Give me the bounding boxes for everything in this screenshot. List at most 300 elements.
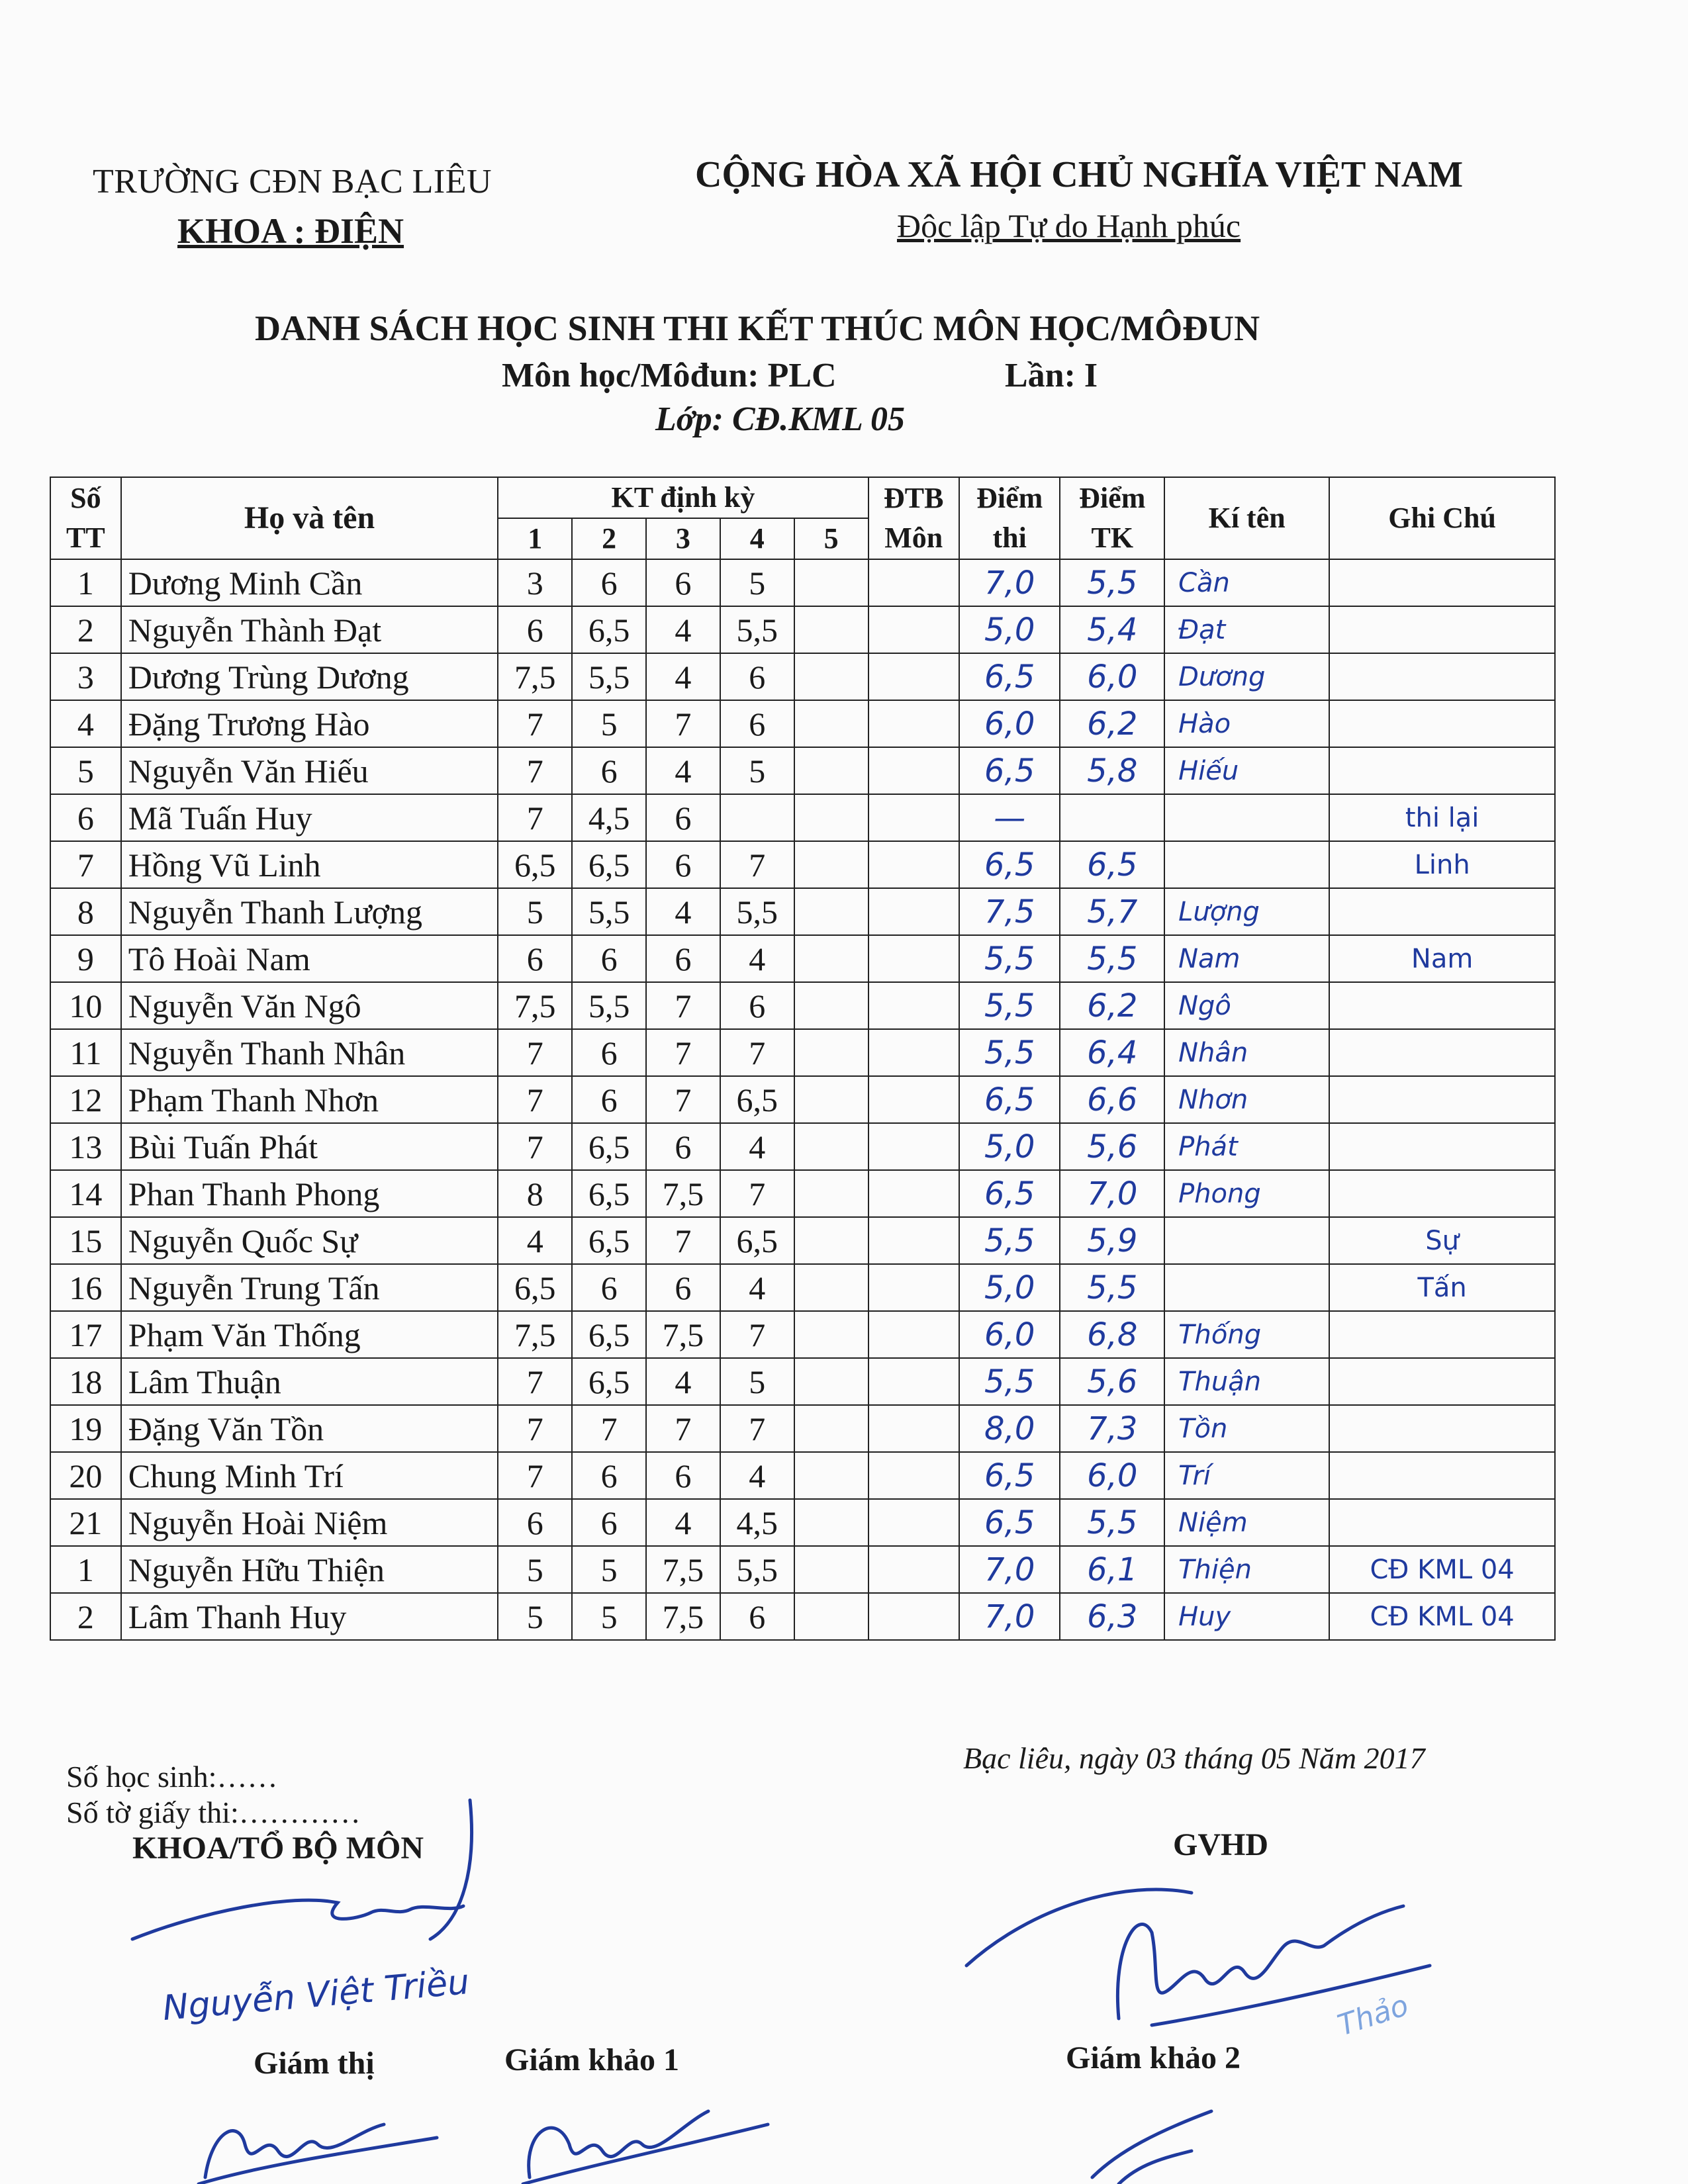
row-exam-score: 7,0: [959, 1546, 1060, 1593]
row-final-score: 5,5: [1060, 1499, 1164, 1546]
row-kt1: 7: [498, 700, 572, 747]
attempt-line: Lần: I: [1005, 357, 1098, 394]
row-kt2: 6,5: [572, 1311, 646, 1358]
row-signature: Trí: [1164, 1452, 1329, 1499]
table-row: [50, 888, 1555, 935]
table-row: [50, 841, 1555, 888]
table-row: [50, 1264, 1555, 1311]
row-note: [1329, 1170, 1555, 1217]
row-kt5: [794, 1123, 868, 1170]
school-name: TRƯỜNG CĐN BẠC LIÊU: [93, 163, 492, 201]
row-exam-score: 6,5: [959, 1076, 1060, 1123]
row-signature: Dương: [1164, 653, 1329, 700]
table-row: [50, 1029, 1555, 1076]
row-note: [1329, 606, 1555, 653]
row-kt1: 7: [498, 794, 572, 841]
row-kt5: [794, 1217, 868, 1264]
row-kt1: 7: [498, 1123, 572, 1170]
row-kt1: 3: [498, 559, 572, 606]
row-kt2: 6: [572, 559, 646, 606]
table-row: [50, 1405, 1555, 1452]
faculty-name: KHOA : ĐIỆN: [177, 211, 404, 251]
header-kt-3: 3: [646, 518, 720, 559]
row-kt2: 6: [572, 1499, 646, 1546]
proctor-label: Giám thị: [254, 2046, 375, 2081]
row-kt5: [794, 653, 868, 700]
row-signature: Thống: [1164, 1311, 1329, 1358]
row-final-score: 5,7: [1060, 888, 1164, 935]
header-sign: Kí tên: [1164, 477, 1329, 559]
class-line: Lớp: CĐ.KML 05: [655, 400, 905, 438]
row-dtb: [868, 559, 959, 606]
row-kt3: 6: [646, 1264, 720, 1311]
row-kt3: 4: [646, 653, 720, 700]
row-signature: Hào: [1164, 700, 1329, 747]
row-signature: Phát: [1164, 1123, 1329, 1170]
grades-table: [50, 477, 1556, 1641]
header-kt-2: 2: [572, 518, 646, 559]
row-kt3: 7: [646, 982, 720, 1029]
row-note: [1329, 747, 1555, 794]
row-exam-score: 6,5: [959, 653, 1060, 700]
row-kt3: 7: [646, 700, 720, 747]
row-kt1: 7: [498, 1076, 572, 1123]
row-name: Đặng Trương Hào: [121, 700, 498, 747]
table-row: [50, 1170, 1555, 1217]
row-kt3: 6: [646, 1452, 720, 1499]
row-kt1: 6: [498, 1499, 572, 1546]
row-kt4: 5,5: [720, 888, 794, 935]
row-kt1: 6: [498, 606, 572, 653]
row-kt5: [794, 935, 868, 982]
row-note: [1329, 1029, 1555, 1076]
row-dtb: [868, 1076, 959, 1123]
row-kt1: 7,5: [498, 1311, 572, 1358]
row-kt5: [794, 559, 868, 606]
header-name: Họ và tên: [121, 477, 498, 559]
header-kt-5: 5: [794, 518, 868, 559]
row-stt: 3: [50, 653, 121, 700]
row-signature: [1164, 1217, 1329, 1264]
row-note: [1329, 888, 1555, 935]
row-stt: 16: [50, 1264, 121, 1311]
row-exam-score: 5,0: [959, 1264, 1060, 1311]
row-exam-score: 6,5: [959, 747, 1060, 794]
row-note: [1329, 1452, 1555, 1499]
row-kt1: 6: [498, 935, 572, 982]
row-kt1: 5: [498, 888, 572, 935]
examiner1-signature-icon: [503, 2085, 781, 2184]
row-dtb: [868, 1405, 959, 1452]
row-kt3: 7,5: [646, 1311, 720, 1358]
row-final-score: 5,8: [1060, 747, 1164, 794]
row-kt5: [794, 700, 868, 747]
row-dtb: [868, 888, 959, 935]
row-final-score: 7,3: [1060, 1405, 1164, 1452]
row-final-score: 6,0: [1060, 653, 1164, 700]
row-kt2: 5,5: [572, 982, 646, 1029]
row-signature: Đạt: [1164, 606, 1329, 653]
table-row: [50, 700, 1555, 747]
row-dtb: [868, 841, 959, 888]
row-name: Tô Hoài Nam: [121, 935, 498, 982]
row-signature: Niệm: [1164, 1499, 1329, 1546]
row-kt2: 6: [572, 1076, 646, 1123]
examiner1-label: Giám khảo 1: [504, 2042, 680, 2077]
row-exam-score: 6,5: [959, 1499, 1060, 1546]
row-exam-score: 7,0: [959, 1593, 1060, 1640]
row-kt1: 7: [498, 1405, 572, 1452]
row-exam-score: 6,0: [959, 700, 1060, 747]
table-row: [50, 559, 1555, 606]
header-note: Ghi Chú: [1329, 477, 1555, 559]
row-stt: 5: [50, 747, 121, 794]
row-name: Dương Minh Cần: [121, 559, 498, 606]
row-kt4: 7: [720, 1170, 794, 1217]
row-kt4: 5: [720, 1358, 794, 1405]
row-name: Phạm Thanh Nhơn: [121, 1076, 498, 1123]
advisor-signature-icon: [953, 1866, 1456, 2038]
row-final-score: 6,0: [1060, 1452, 1164, 1499]
row-kt4: 6: [720, 700, 794, 747]
row-stt: 20: [50, 1452, 121, 1499]
header-dtb: ĐTB Môn: [868, 477, 959, 559]
row-kt5: [794, 794, 868, 841]
table-row: [50, 982, 1555, 1029]
row-kt4: 4: [720, 1452, 794, 1499]
row-kt2: 4,5: [572, 794, 646, 841]
row-kt2: 6: [572, 1264, 646, 1311]
row-kt2: 6: [572, 1029, 646, 1076]
row-kt4: 5: [720, 747, 794, 794]
row-exam-score: 7,5: [959, 888, 1060, 935]
row-name: Lâm Thuận: [121, 1358, 498, 1405]
row-stt: 10: [50, 982, 121, 1029]
row-note: [1329, 700, 1555, 747]
row-signature: Thiện: [1164, 1546, 1329, 1593]
row-stt: 9: [50, 935, 121, 982]
row-name: Nguyễn Hoài Niệm: [121, 1499, 498, 1546]
row-kt2: 6: [572, 935, 646, 982]
row-kt5: [794, 1546, 868, 1593]
row-kt4: 7: [720, 841, 794, 888]
row-kt1: 7,5: [498, 653, 572, 700]
row-name: Nguyễn Thanh Lượng: [121, 888, 498, 935]
row-exam-score: 5,5: [959, 982, 1060, 1029]
row-kt3: 4: [646, 1499, 720, 1546]
row-stt: 1: [50, 1546, 121, 1593]
row-exam-score: 5,5: [959, 1358, 1060, 1405]
row-signature: Cần: [1164, 559, 1329, 606]
row-stt: 12: [50, 1076, 121, 1123]
row-name: Mã Tuấn Huy: [121, 794, 498, 841]
row-dtb: [868, 606, 959, 653]
row-kt4: 6: [720, 982, 794, 1029]
row-final-score: 6,6: [1060, 1076, 1164, 1123]
row-note: Linh: [1329, 841, 1555, 888]
advisor-label: GVHD: [1173, 1827, 1268, 1862]
row-dtb: [868, 1499, 959, 1546]
header-final: Điểm TK: [1060, 477, 1164, 559]
table-row: [50, 653, 1555, 700]
row-stt: 15: [50, 1217, 121, 1264]
row-stt: 2: [50, 1593, 121, 1640]
row-kt2: 6,5: [572, 606, 646, 653]
row-name: Hồng Vũ Linh: [121, 841, 498, 888]
row-note: CĐ KML 04: [1329, 1593, 1555, 1640]
row-final-score: 5,5: [1060, 1264, 1164, 1311]
row-dtb: [868, 1593, 959, 1640]
row-kt5: [794, 606, 868, 653]
table-row: [50, 747, 1555, 794]
table-row: [50, 935, 1555, 982]
table-row: [50, 1123, 1555, 1170]
row-kt1: 7: [498, 747, 572, 794]
row-kt3: 7: [646, 1076, 720, 1123]
row-kt3: 6: [646, 794, 720, 841]
row-stt: 18: [50, 1358, 121, 1405]
row-signature: Huy: [1164, 1593, 1329, 1640]
row-kt2: 6,5: [572, 1358, 646, 1405]
row-kt2: 5,5: [572, 888, 646, 935]
row-note: CĐ KML 04: [1329, 1546, 1555, 1593]
row-kt2: 5: [572, 700, 646, 747]
row-signature: [1164, 841, 1329, 888]
row-kt4: 4: [720, 1123, 794, 1170]
row-kt5: [794, 747, 868, 794]
row-dtb: [868, 935, 959, 982]
row-kt1: 5: [498, 1593, 572, 1640]
row-kt2: 6,5: [572, 841, 646, 888]
row-stt: 4: [50, 700, 121, 747]
row-kt4: 5: [720, 559, 794, 606]
row-kt5: [794, 1405, 868, 1452]
row-kt5: [794, 1311, 868, 1358]
header-kt-4: 4: [720, 518, 794, 559]
row-name: Nguyễn Hữu Thiện: [121, 1546, 498, 1593]
row-stt: 17: [50, 1311, 121, 1358]
table-row: [50, 1311, 1555, 1358]
row-kt1: 6,5: [498, 1264, 572, 1311]
row-kt1: 8: [498, 1170, 572, 1217]
header-kt: KT định kỳ: [498, 477, 868, 518]
row-name: Phan Thanh Phong: [121, 1170, 498, 1217]
department-label: KHOA/TỔ BỘ MÔN: [132, 1831, 424, 1866]
row-stt: 7: [50, 841, 121, 888]
row-note: Tấn: [1329, 1264, 1555, 1311]
examiner2-handwritten-name: Thảo: [1333, 1988, 1413, 2043]
row-exam-score: 7,0: [959, 559, 1060, 606]
row-note: [1329, 1358, 1555, 1405]
row-exam-score: 6,5: [959, 1170, 1060, 1217]
row-kt2: 6: [572, 1452, 646, 1499]
row-dtb: [868, 1546, 959, 1593]
row-kt2: 6,5: [572, 1123, 646, 1170]
row-kt4: 6,5: [720, 1217, 794, 1264]
row-kt2: 6: [572, 747, 646, 794]
row-kt5: [794, 1170, 868, 1217]
row-kt5: [794, 1029, 868, 1076]
row-note: Sự: [1329, 1217, 1555, 1264]
sheet-count: Số tờ giấy thi:…………: [66, 1796, 361, 1829]
row-final-score: 6,8: [1060, 1311, 1164, 1358]
row-kt3: 6: [646, 559, 720, 606]
row-exam-score: 5,0: [959, 606, 1060, 653]
row-kt3: 7: [646, 1029, 720, 1076]
row-kt3: 4: [646, 888, 720, 935]
row-dtb: [868, 1452, 959, 1499]
row-kt4: 7: [720, 1311, 794, 1358]
row-stt: 13: [50, 1123, 121, 1170]
row-kt5: [794, 1264, 868, 1311]
row-kt5: [794, 1076, 868, 1123]
row-signature: Lượng: [1164, 888, 1329, 935]
row-signature: Ngô: [1164, 982, 1329, 1029]
header-kt-1: 1: [498, 518, 572, 559]
table-row: [50, 1076, 1555, 1123]
row-name: Phạm Văn Thống: [121, 1311, 498, 1358]
row-name: Bùi Tuấn Phát: [121, 1123, 498, 1170]
row-kt3: 6: [646, 935, 720, 982]
table-row: [50, 1546, 1555, 1593]
table-row: [50, 1593, 1555, 1640]
row-exam-score: 5,0: [959, 1123, 1060, 1170]
header-exam: Điểm thi: [959, 477, 1060, 559]
row-final-score: 7,0: [1060, 1170, 1164, 1217]
row-kt5: [794, 1452, 868, 1499]
table-row: [50, 1358, 1555, 1405]
row-kt2: 7: [572, 1405, 646, 1452]
row-kt4: 6,5: [720, 1076, 794, 1123]
row-kt3: 4: [646, 747, 720, 794]
row-dtb: [868, 1029, 959, 1076]
row-dtb: [868, 1264, 959, 1311]
row-note: [1329, 653, 1555, 700]
row-name: Nguyễn Thanh Nhân: [121, 1029, 498, 1076]
row-exam-score: 5,5: [959, 935, 1060, 982]
row-kt3: 7: [646, 1217, 720, 1264]
row-exam-score: 5,5: [959, 1029, 1060, 1076]
row-final-score: 5,6: [1060, 1123, 1164, 1170]
row-kt2: 5,5: [572, 653, 646, 700]
row-signature: Phong: [1164, 1170, 1329, 1217]
row-name: Dương Trùng Dương: [121, 653, 498, 700]
row-dtb: [868, 794, 959, 841]
row-final-score: 6,3: [1060, 1593, 1164, 1640]
row-note: [1329, 559, 1555, 606]
row-final-score: 6,4: [1060, 1029, 1164, 1076]
row-kt5: [794, 982, 868, 1029]
row-stt: 6: [50, 794, 121, 841]
row-kt3: 4: [646, 606, 720, 653]
row-dtb: [868, 982, 959, 1029]
row-kt5: [794, 888, 868, 935]
row-final-score: 5,4: [1060, 606, 1164, 653]
row-signature: Hiếu: [1164, 747, 1329, 794]
row-exam-score: 8,0: [959, 1405, 1060, 1452]
signing-date: Bạc liêu, ngày 03 tháng 05 Năm 2017: [963, 1741, 1425, 1775]
row-kt4: 6: [720, 1593, 794, 1640]
row-final-score: 5,6: [1060, 1358, 1164, 1405]
row-note: [1329, 1123, 1555, 1170]
row-kt3: 6: [646, 1123, 720, 1170]
row-kt4: 6: [720, 653, 794, 700]
row-kt4: 5,5: [720, 606, 794, 653]
row-kt1: 5: [498, 1546, 572, 1593]
row-final-score: 6,2: [1060, 700, 1164, 747]
row-dtb: [868, 1358, 959, 1405]
row-signature: [1164, 1264, 1329, 1311]
row-stt: 1: [50, 559, 121, 606]
row-exam-score: 5,5: [959, 1217, 1060, 1264]
row-kt4: [720, 794, 794, 841]
row-kt3: 7,5: [646, 1593, 720, 1640]
table-row: [50, 794, 1555, 841]
row-kt2: 6,5: [572, 1170, 646, 1217]
row-final-score: 6,1: [1060, 1546, 1164, 1593]
row-signature: Tồn: [1164, 1405, 1329, 1452]
row-name: Nguyễn Văn Hiếu: [121, 747, 498, 794]
row-note: Nam: [1329, 935, 1555, 982]
row-kt1: 7: [498, 1452, 572, 1499]
table-row: [50, 606, 1555, 653]
row-kt3: 7: [646, 1405, 720, 1452]
row-name: Nguyễn Quốc Sự: [121, 1217, 498, 1264]
row-kt1: 6,5: [498, 841, 572, 888]
table-row: [50, 1452, 1555, 1499]
row-dtb: [868, 700, 959, 747]
row-kt4: 4,5: [720, 1499, 794, 1546]
row-kt1: 7: [498, 1358, 572, 1405]
row-signature: Nam: [1164, 935, 1329, 982]
row-kt5: [794, 841, 868, 888]
row-dtb: [868, 1170, 959, 1217]
examiner2-signature-icon: [1079, 2091, 1244, 2184]
row-stt: 14: [50, 1170, 121, 1217]
proctor-handwritten-name: Nguyễn Việt Triều: [161, 1962, 471, 2029]
row-kt5: [794, 1593, 868, 1640]
grade-rows: [50, 559, 1555, 1640]
row-note: [1329, 982, 1555, 1029]
row-stt: 2: [50, 606, 121, 653]
row-final-score: 5,5: [1060, 559, 1164, 606]
row-signature: Nhân: [1164, 1029, 1329, 1076]
row-kt4: 7: [720, 1405, 794, 1452]
row-name: Chung Minh Trí: [121, 1452, 498, 1499]
row-kt4: 5,5: [720, 1546, 794, 1593]
row-exam-score: —: [959, 794, 1060, 841]
proctor-signature-icon: [185, 2091, 450, 2184]
row-stt: 21: [50, 1499, 121, 1546]
row-kt2: 5: [572, 1593, 646, 1640]
row-kt4: 4: [720, 935, 794, 982]
header-stt: Số TT: [50, 477, 121, 559]
row-name: Lâm Thanh Huy: [121, 1593, 498, 1640]
row-note: [1329, 1405, 1555, 1452]
row-note: thi lại: [1329, 794, 1555, 841]
row-note: [1329, 1499, 1555, 1546]
row-signature: Thuận: [1164, 1358, 1329, 1405]
row-exam-score: 6,5: [959, 1452, 1060, 1499]
row-name: Nguyễn Văn Ngô: [121, 982, 498, 1029]
row-stt: 8: [50, 888, 121, 935]
national-motto: Độc lập Tự do Hạnh phúc: [897, 207, 1241, 244]
row-kt1: 7: [498, 1029, 572, 1076]
row-kt2: 6,5: [572, 1217, 646, 1264]
table-row: [50, 1499, 1555, 1546]
row-dtb: [868, 1217, 959, 1264]
row-final-score: 5,5: [1060, 935, 1164, 982]
